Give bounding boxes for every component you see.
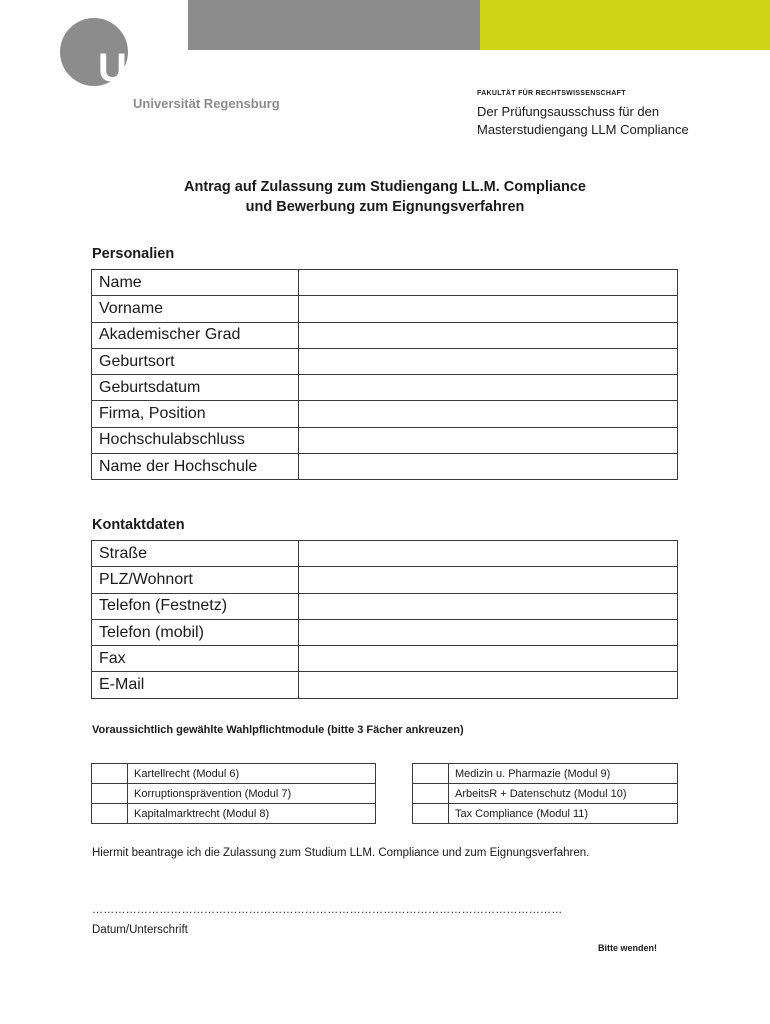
module-label: Korruptionsprävention (Modul 7) <box>128 784 376 804</box>
header-grey-band <box>188 0 480 50</box>
table-row <box>92 541 678 567</box>
signature-label: Datum/Unterschrift <box>92 924 188 936</box>
module-checkbox[interactable] <box>413 804 449 824</box>
row-label: Name <box>92 270 299 296</box>
birthdate-field[interactable] <box>299 375 678 401</box>
table-row <box>92 401 678 427</box>
table-row <box>92 646 678 672</box>
table-row <box>92 804 376 824</box>
table-row <box>92 764 376 784</box>
module-checkbox[interactable] <box>413 784 449 804</box>
name-field[interactable] <box>299 270 678 296</box>
table-row <box>92 454 678 480</box>
committee-line-1: Der Prüfungsausschuss für den <box>477 104 660 119</box>
row-label: Geburtsdatum <box>92 375 299 401</box>
row-label: Telefon (mobil) <box>92 619 299 645</box>
table-row <box>92 348 678 374</box>
table-row <box>92 567 678 593</box>
form-title-line-1: Antrag auf Zulassung zum Studiengang LL.M. Compliance <box>184 179 586 195</box>
table-row <box>92 784 376 804</box>
module-label: ArbeitsR + Datenschutz (Modul 10) <box>449 784 678 804</box>
row-label: E-Mail <box>92 672 299 698</box>
table-row <box>413 784 678 804</box>
table-row <box>92 427 678 453</box>
modules-heading: Voraussichtlich gewählte Wahlpflichtmodule (bitte 3 Fächer ankreuzen) <box>92 724 464 736</box>
university-name: Universität Regensburg <box>133 96 280 111</box>
university-name-field[interactable] <box>299 454 678 480</box>
university-degree-field[interactable] <box>299 427 678 453</box>
module-label: Kapitalmarktrecht (Modul 8) <box>128 804 376 824</box>
row-label: Straße <box>92 541 299 567</box>
request-statement: Hiermit beantrage ich die Zulassung zum Studium LLM. Compliance und zum Eignungsverfahren. <box>92 847 590 859</box>
row-label: PLZ/Wohnort <box>92 567 299 593</box>
company-position-field[interactable] <box>299 401 678 427</box>
university-logo <box>60 14 170 90</box>
module-label: Medizin u. Pharmazie (Modul 9) <box>449 764 678 784</box>
turn-over-note: Bitte wenden! <box>598 943 658 953</box>
header-green-band <box>480 0 770 50</box>
faculty-name: FAKULTÄT FÜR RECHTSWISSENSCHAFT <box>477 90 626 97</box>
academic-degree-field[interactable] <box>299 322 678 348</box>
row-label: Hochschulabschluss <box>92 427 299 453</box>
module-checkbox[interactable] <box>92 784 128 804</box>
table-row <box>92 375 678 401</box>
personal-heading: Personalien <box>92 246 175 262</box>
table-row <box>92 619 678 645</box>
personal-table <box>91 269 678 480</box>
street-field[interactable] <box>299 541 678 567</box>
row-label: Name der Hochschule <box>92 454 299 480</box>
fax-field[interactable] <box>299 646 678 672</box>
module-checkbox[interactable] <box>92 804 128 824</box>
form-title <box>0 177 770 217</box>
email-field[interactable] <box>299 672 678 698</box>
table-row <box>92 672 678 698</box>
modules-table-right <box>412 763 678 824</box>
first-name-field[interactable] <box>299 296 678 322</box>
contact-table <box>91 540 678 699</box>
row-label: Akademischer Grad <box>92 322 299 348</box>
row-label: Telefon (Festnetz) <box>92 593 299 619</box>
modules-table-left <box>91 763 376 824</box>
table-row <box>92 593 678 619</box>
form-title-line-2: und Bewerbung zum Eignungsverfahren <box>245 199 525 215</box>
logo-text: UR <box>98 46 156 90</box>
module-checkbox[interactable] <box>413 764 449 784</box>
table-row <box>413 804 678 824</box>
phone-landline-field[interactable] <box>299 593 678 619</box>
committee-line-2: Masterstudiengang LLM Compliance <box>477 122 689 137</box>
table-row <box>92 322 678 348</box>
row-label: Firma, Position <box>92 401 299 427</box>
contact-heading: Kontaktdaten <box>92 517 185 533</box>
table-row <box>92 296 678 322</box>
zip-city-field[interactable] <box>299 567 678 593</box>
module-label: Kartellrecht (Modul 6) <box>128 764 376 784</box>
row-label: Geburtsort <box>92 348 299 374</box>
committee-address <box>477 103 689 139</box>
table-row <box>92 270 678 296</box>
birthplace-field[interactable] <box>299 348 678 374</box>
row-label: Fax <box>92 646 299 672</box>
table-row <box>413 764 678 784</box>
module-label: Tax Compliance (Modul 11) <box>449 804 678 824</box>
signature-line[interactable]: ……………………………………………………………………………………………………………… <box>92 904 563 916</box>
row-label: Vorname <box>92 296 299 322</box>
module-checkbox[interactable] <box>92 764 128 784</box>
phone-mobile-field[interactable] <box>299 619 678 645</box>
